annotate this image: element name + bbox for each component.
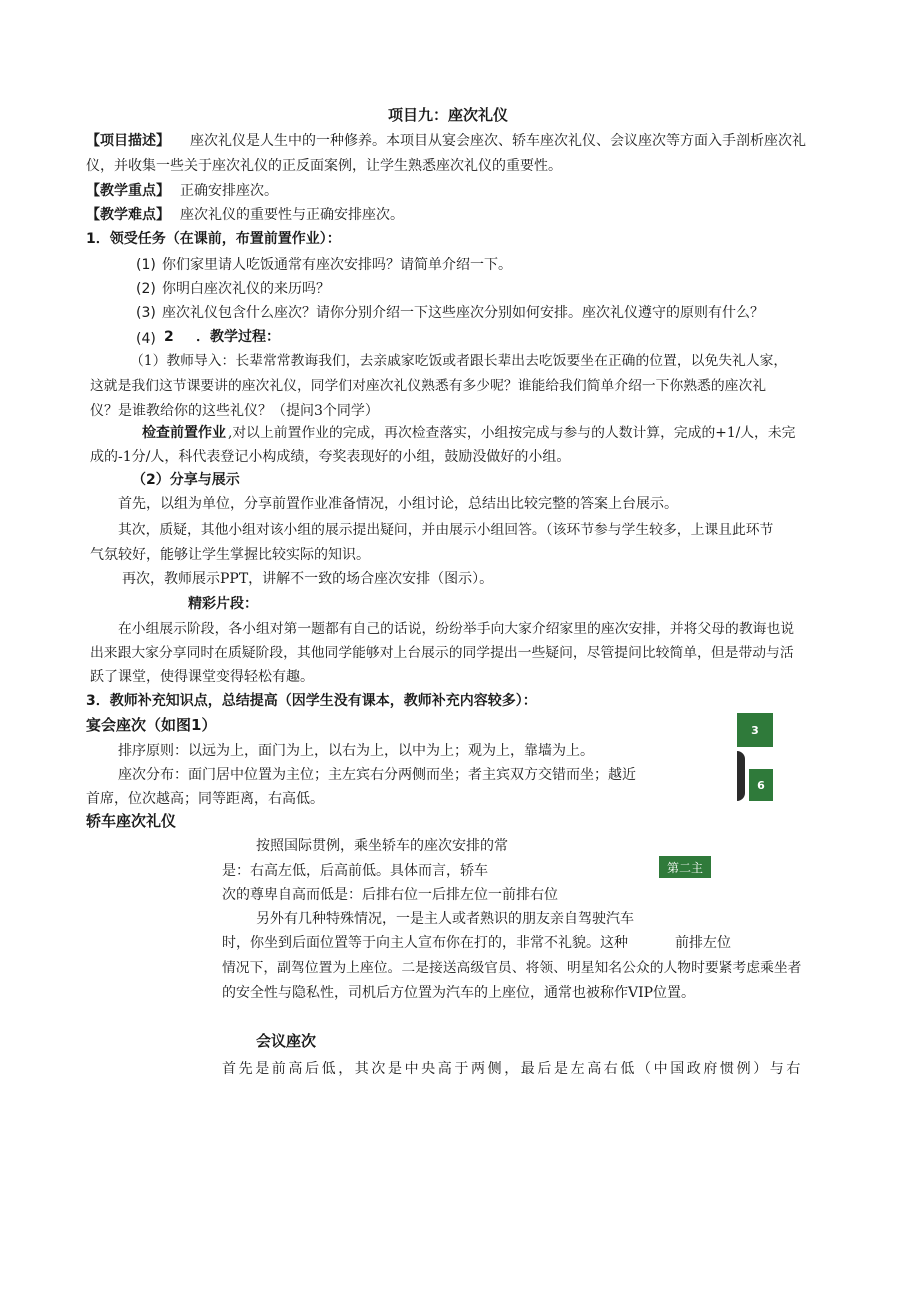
q4-number: (4) bbox=[136, 331, 156, 347]
section1-heading: 1．领受任务（在课前，布置前置作业）： bbox=[86, 231, 341, 247]
car-line-2: 是：右高左低，后高前低。具体而言，轿车 bbox=[222, 863, 488, 879]
q2-text: 你明白座次礼仪的来历吗？ bbox=[162, 281, 330, 297]
table-edge-shape bbox=[737, 751, 745, 801]
meeting-heading: 会议座次 bbox=[256, 1032, 317, 1050]
banquet-seat-figure bbox=[737, 713, 773, 801]
highlight-line-3: 跃了课堂，使得课堂变得轻松有趣。 bbox=[90, 669, 314, 685]
q1-number: (1) bbox=[136, 257, 156, 273]
banquet-heading: 宴会座次（如图1） bbox=[86, 716, 217, 734]
seat-badge-3: 3 bbox=[737, 713, 773, 747]
second-step-line-1: 其次，质疑，其他小组对该小组的展示提出疑问，并由展示小组回答。（该环节参与学生较多，上课且此环节 bbox=[118, 522, 774, 538]
difficult-label: 【教学难点】 bbox=[86, 207, 170, 223]
car-line-4: 另外有几种特殊情况，一是主人或者熟识的朋友亲自驾驶汽车 bbox=[256, 911, 634, 927]
q3-text: 座次礼仪包含什么座次？请你分别介绍一下这些座次分别如何安排。座次礼仪遵守的原则有什么？ bbox=[162, 305, 764, 321]
banquet-dist-line-2: 首席，位次越高；同等距离，右高低。 bbox=[86, 791, 324, 807]
key-label: 【教学重点】 bbox=[86, 183, 170, 199]
difficult-text: 座次礼仪的重要性与正确安排座次。 bbox=[180, 207, 404, 223]
highlight-line-1: 在小组展示阶段，各小组对第一题都有自己的话说，纷纷举手向大家介绍家里的座次安排，并将父母的教诲也说 bbox=[118, 621, 795, 637]
intro-line-3: 仪？是谁教给你的这些礼仪？（提问3个同学） bbox=[90, 403, 379, 419]
highlight-line-2: 出来跟大家分享同时在质疑阶段，其他同学能够对上台展示的同学提出一些疑问，尽管提问比较简单，但是带动与活 bbox=[90, 645, 794, 661]
highlight-heading: 精彩片段： bbox=[188, 596, 258, 612]
car-line-3: 次的尊卑自高而低是：后排右位一后排左位一前排右位 bbox=[222, 887, 558, 903]
car-line-5: 时，你坐到后面位置等于向主人宣布你在打的，非常不礼貌。这种 bbox=[222, 935, 628, 951]
meeting-line-1: 首先是前高后低，其次是中央高于两侧，最后是左高右低（中国政府惯例）与右 bbox=[222, 1061, 803, 1077]
banquet-rule: 排序原则：以远为上，面门为上，以右为上，以中为上；观为上，靠墙为上。 bbox=[118, 743, 594, 759]
desc-label: 【项目描述】 bbox=[86, 133, 170, 149]
share-heading: （2）分享与展示 bbox=[132, 472, 240, 488]
car-heading: 轿车座次礼仪 bbox=[86, 812, 177, 830]
car-seat-label: 第二主 bbox=[659, 856, 711, 878]
car-front-left-label: 前排左位 bbox=[675, 935, 731, 951]
intro-line-2: 这就是我们这节课要讲的座次礼仪，同学们对座次礼仪熟悉有多少呢？谁能给我们简单介绍一下你熟悉的座次礼 bbox=[90, 378, 767, 394]
banquet-dist-line-1: 座次分布：面门居中位置为主位；主左宾右分两侧而坐；者主宾双方交错而坐；越近 bbox=[118, 767, 636, 783]
first-step: 首先，以组为单位，分享前置作业准备情况，小组讨论，总结出比较完整的答案上台展示。 bbox=[118, 496, 678, 512]
check-line-2: 成的-1分/人，科代表登记小构成绩，夸奖表现好的小组，鼓励没做好的小组。 bbox=[90, 449, 571, 465]
key-text: 正确安排座次。 bbox=[180, 183, 278, 199]
check-line-1: ,对以上前置作业的完成，再次检查落实，小组按完成与参与的人数计算，完成的+1/人，未完 bbox=[228, 425, 796, 441]
car-line-7: 的安全性与隐私性，司机后方位置为汽车的上座位，通常也被称作VIP位置。 bbox=[222, 985, 696, 1001]
section2-heading: ．教学过程： bbox=[196, 329, 280, 345]
car-line-1: 按照国际贯例，乘坐轿车的座次安排的常 bbox=[256, 838, 508, 854]
intro-line-1: （1）教师导入：长辈常常教诲我们，去亲戚家吃饭或者跟长辈出去吃饭要坐在正确的位置，以免失礼人家， bbox=[130, 353, 788, 369]
check-label: 检查前置作业 bbox=[142, 425, 226, 441]
page-title: 项目九：座次礼仪 bbox=[388, 106, 509, 124]
second-step-line-2: 气氛较好，能够让学生掌握比较实际的知识。 bbox=[90, 547, 370, 563]
q3-number: (3) bbox=[136, 305, 156, 321]
seat-badge-6: 6 bbox=[749, 769, 773, 801]
section2-number: 2 bbox=[164, 329, 174, 345]
desc-line-1: 座次礼仪是人生中的一种修养。本项目从宴会座次、轿车座次礼仪、会议座次等方面入手剖析座次礼 bbox=[190, 133, 806, 149]
section3-heading: 3．教师补充知识点，总结提高（因学生没有课本，教师补充内容较多）： bbox=[86, 693, 537, 709]
desc-line-2: 仪，并收集一些关于座次礼仪的正反面案例，让学生熟悉座次礼仪的重要性。 bbox=[86, 158, 562, 174]
q1-text: 你们家里请人吃饭通常有座次安排吗？请简单介绍一下。 bbox=[162, 257, 512, 273]
third-step: 再次，教师展示PPT，讲解不一致的场合座次安排（图示）。 bbox=[122, 571, 494, 587]
q2-number: (2) bbox=[136, 281, 156, 297]
car-line-6: 情况下，副驾位置为上座位。二是接送高级官员、将领、明星知名公众的人物时要紧考虑乘坐者 bbox=[222, 960, 802, 976]
